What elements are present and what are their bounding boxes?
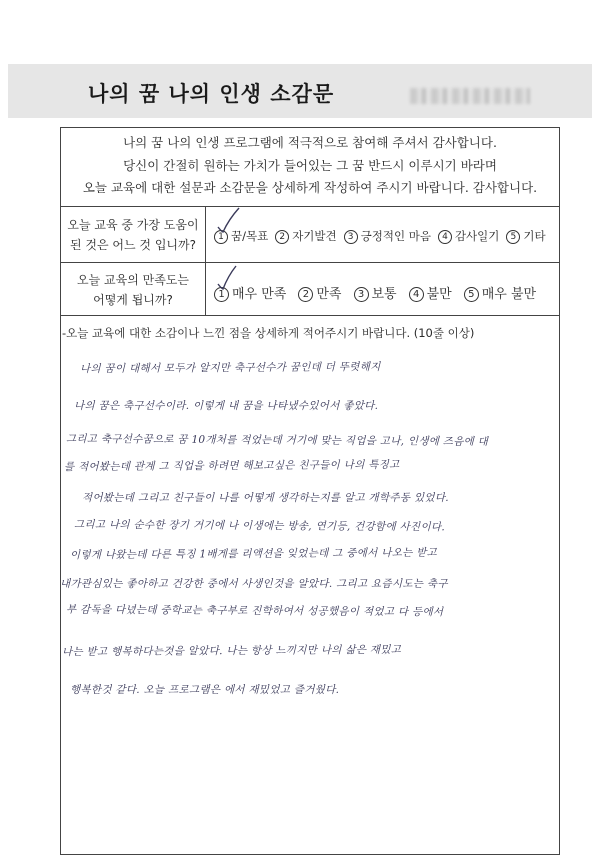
intro-line-3: 오늘 교육에 대한 설문과 소감문을 상세하게 작성하여 주시기 바랍니다. 감사합니다. (82, 180, 538, 195)
intro-text (60, 132, 560, 200)
question2-option[interactable]: 5 매우 불만 (464, 283, 536, 302)
question2-option[interactable]: 2 만족 (298, 283, 341, 302)
page-title: 나의 꿈 나의 인생 소감문 (88, 82, 335, 106)
handwritten-line: 나의 꿈이 대해서 모두가 알지만 축구선수가 꿈인데 더 뚜렷해지 (79, 360, 381, 376)
handwritten-line: 그리고 나의 순수한 장기 거기에 나 이생에는 방송, 연기등, 건강함에 사진이다. (73, 518, 446, 534)
handwritten-line: 이렇게 나왔는데 다른 특징 1배게를 리액션을 잊었는데 그 중에서 나오는 받고 (69, 546, 438, 562)
question2-option[interactable]: 4 불만 (409, 283, 452, 302)
check-mark-icon (212, 205, 242, 235)
question1-option[interactable]: 1 꿈/목표 (214, 228, 268, 244)
question1-option[interactable]: 5 기타 (506, 228, 545, 244)
handwritten-line: 를 적어봤는데 관계 그 직업을 하려면 해보고싶은 친구들이 나의 특징고 (63, 458, 400, 474)
question1-options (214, 228, 553, 244)
question1-label: 오늘 교육 중 가장 도움이 된 것은 어느 것 입니까? (67, 218, 199, 252)
handwritten-line: 부 감독을 다녔는데 중학교는 축구부로 진학하여서 성공했음이 적었고 다 등에서 (65, 603, 444, 619)
column-divider (205, 206, 206, 315)
question2-options (214, 283, 548, 302)
redacted-name (410, 88, 530, 104)
divider (60, 206, 560, 207)
handwritten-line: 적어봤는데 그리고 친구들이 나를 어떻게 생각하는지를 알고 개학주동 있었다. (82, 492, 449, 504)
handwritten-line: 그리고 축구선수꿈으로 꿈 10개처를 적었는데 거기에 맞는 직업을 고나, 인생에 즈음에 대 (65, 433, 489, 448)
intro-line-1: 나의 꿈 나의 인생 프로그램에 적극적으로 참여해 주셔서 감사합니다. (123, 135, 497, 150)
question2-option[interactable]: 3 보통 (354, 283, 397, 302)
divider (60, 262, 560, 263)
intro-line-2: 당신이 간절히 원하는 가치가 들어있는 그 꿈 반드시 이루시기 바라며 (123, 157, 497, 173)
check-mark-icon (212, 263, 242, 293)
question2-label: 오늘 교육의 만족도는 어떻게 됩니까? (77, 273, 189, 307)
divider (60, 315, 560, 316)
question2-option[interactable]: 1 매우 만족 (214, 283, 286, 302)
question1-option[interactable]: 4 감사일기 (438, 228, 499, 244)
handwritten-line: 나는 받고 행복하다는것을 알았다. 나는 항상 느끼지만 나의 삶은 재밌고 (61, 643, 402, 659)
handwritten-line: 행복한것 같다. 오늘 프로그램은 에서 재밌었고 즐거웠다. (70, 684, 340, 696)
handwritten-line: 나의 꿈은 축구선수이라. 이렇게 내 꿈을 나타냈수있어서 좋았다. (74, 400, 379, 412)
question1-option[interactable]: 2 자기발견 (275, 228, 336, 244)
question1-option[interactable]: 3 긍정적인 마음 (344, 228, 431, 244)
essay-instruction: -오늘 교육에 대한 소감이나 느낀 점을 상세하게 적어주시기 바랍니다. (10줄 이상) (62, 326, 475, 340)
handwritten-line: 내가관심있는 좋아하고 건강한 중에서 사생인것을 알았다. 그리고 요즘시도는 축구 (60, 578, 448, 590)
